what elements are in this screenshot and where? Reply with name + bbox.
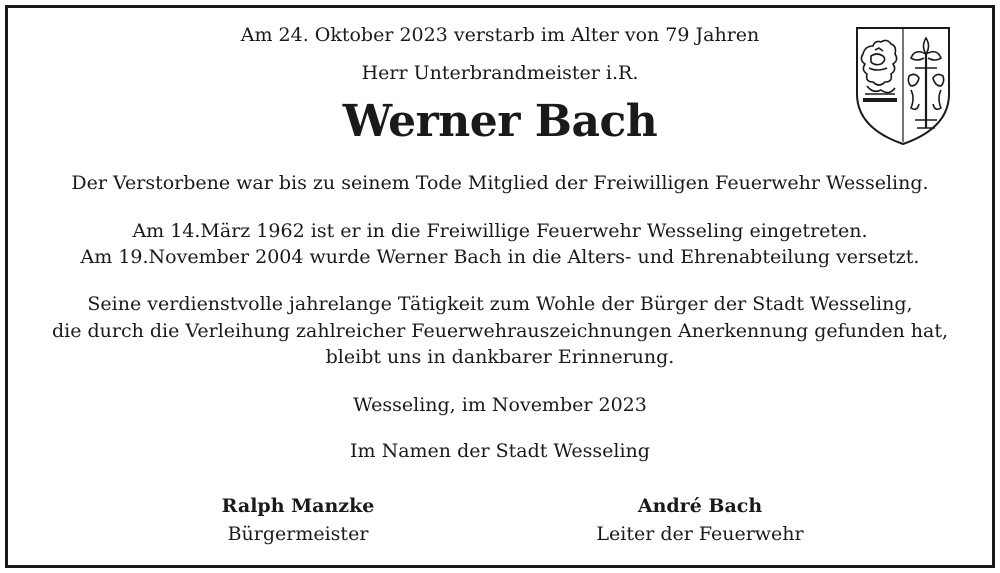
signatory-name: André Bach (637, 495, 763, 517)
signatory-name: Ralph Manzke (221, 495, 375, 517)
signatory-role: Leiter der Feuerwehr (596, 523, 804, 545)
deceased-name: Werner Bach (342, 96, 658, 147)
signatory-fire-chief (540, 494, 860, 546)
history-line-1: Am 14.März 1962 ist er in die Freiwillige Feuerwehr Wesseling eingetreten. (132, 220, 868, 242)
death-announcement: Am 24. Oktober 2023 verstarb im Alter von 79 Jahren (240, 24, 760, 46)
history-line-2: Am 19.November 2004 wurde Werner Bach in die Alters- und Ehrenabteilung versetzt. (80, 246, 920, 268)
tribute-line-1: Seine verdienstvolle jahrelange Tätigkeit zum Wohle der Bürger der Stadt Wesseling, (87, 293, 913, 315)
place-date: Wesseling, im November 2023 (353, 394, 647, 416)
obituary-notice (5, 5, 995, 568)
signatory-mayor (138, 494, 458, 546)
membership-text: Der Verstorbene war bis zu seinem Tode Mitglied der Freiwilligen Feuerwehr Wesseling. (71, 172, 929, 194)
signatory-role: Bürgermeister (227, 523, 369, 545)
tribute-line-2: die durch die Verleihung zahlreicher Feuerwehrauszeichnungen Anerkennung gefunden hat, (51, 320, 949, 342)
rank-title: Herr Unterbrandmeister i.R. (361, 62, 639, 84)
on-behalf-text: Im Namen der Stadt Wesseling (350, 440, 650, 462)
tribute-line-3: bleibt uns in dankbarer Erinnerung. (325, 346, 675, 368)
